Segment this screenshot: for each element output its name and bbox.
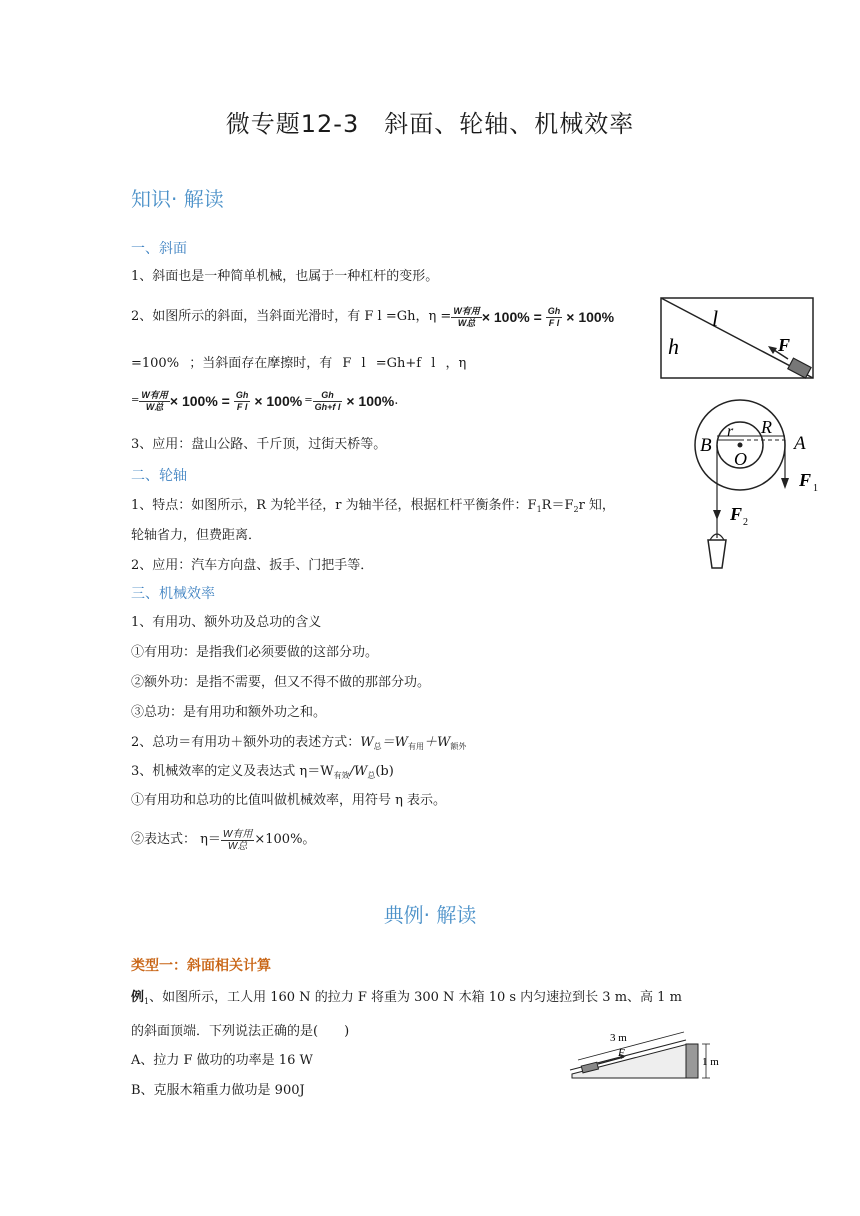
label-O: O (734, 449, 747, 469)
times-100: × 100% (566, 309, 615, 325)
subscript: 1 (536, 505, 542, 514)
force-arrowhead (768, 346, 777, 354)
incline-figure (658, 296, 818, 382)
efficiency-line-1: 1、有用功、额外功及总功的含义 (131, 615, 322, 630)
fraction-gh-over-fl (234, 390, 251, 413)
label-F: F (778, 335, 791, 355)
fraction-denominator: W总 (457, 317, 476, 328)
fraction-efficiency (221, 829, 254, 852)
wheel-line-1-c: r 知， (578, 498, 615, 513)
times-100-eq: × 100% = (169, 393, 230, 409)
times-100: × 100% (254, 393, 303, 409)
text: 2、总功＝有用功＋额外功的表述方式： (131, 735, 361, 750)
wheel-line-1 (131, 496, 615, 520)
wheel-line-1-a: 1、特点：如图所示，R 为轮半径，r 为轴半径，根据杠杆平衡条件：F (131, 498, 537, 513)
fraction-gh-over-ghfl (313, 390, 343, 413)
ramp-body (572, 1044, 688, 1078)
question-label: 例 (131, 990, 145, 1005)
fraction-useful-over-total (139, 390, 170, 413)
times-100-eq: × 100% = (481, 309, 542, 325)
subscript: 有效 (333, 771, 350, 780)
subscript: 总 (367, 771, 376, 780)
subscript: 1 (144, 997, 150, 1006)
text: ×100%。 (254, 832, 316, 847)
symbol: ＝W (381, 735, 409, 750)
arrowhead-F2 (713, 510, 721, 520)
label-R: R (761, 417, 772, 437)
section-heading-examples: 典例· 解读 (383, 903, 477, 927)
fraction-numerator: Gh (547, 305, 561, 316)
text: (b) (375, 764, 394, 779)
label-F1: F (799, 470, 812, 490)
fraction-denominator: W总 (145, 401, 164, 412)
efficiency-line-2: ①有用功：是指我们必须要做的这部分功。 (131, 645, 379, 660)
incline-line-3: =100% ；当斜面存在摩擦时，有 F l =Gh+f l ，η (131, 356, 467, 371)
wheel-line-2: 轮轴省力，但费距离． (131, 528, 262, 543)
subscript: 2 (573, 505, 579, 514)
arrowhead-F1 (781, 478, 789, 489)
subscript: 额外 (450, 742, 467, 751)
center-point (738, 443, 743, 448)
fraction-numerator: W有用 (453, 305, 480, 316)
option-a[interactable]: A、拉力 F 做功的功率是 16 W (131, 1053, 313, 1068)
ramp-figure (566, 1028, 732, 1084)
question-1-line-1 (131, 988, 682, 1012)
fraction-denominator: W总 (227, 840, 248, 852)
option-b[interactable]: B、克服木箱重力做功是 900J (131, 1083, 305, 1098)
symbol: W (360, 735, 374, 750)
incline-line-2 (131, 300, 614, 334)
fraction-numerator: W有用 (141, 389, 168, 400)
incline-line-4: 3、应用：盘山公路、千斤顶，过街天桥等。 (131, 437, 387, 452)
equals-sign: = (131, 395, 140, 406)
heading-wheel-axle: 二、轮轴 (131, 468, 187, 484)
label-F1-sub: 1 (813, 483, 818, 494)
section-heading-knowledge: 知识· 解读 (131, 187, 224, 211)
efficiency-line-6 (131, 762, 394, 786)
wheel-axle-figure (688, 398, 828, 574)
page-title: 微专题12-3 斜面、轮轴、机械效率 (225, 110, 635, 138)
fraction-denominator: Gh+f l (314, 401, 341, 412)
label-A: A (794, 433, 806, 454)
label-r: r (727, 423, 734, 440)
text: 3、机械效率的定义及表达式 η＝W (131, 764, 334, 779)
fraction-denominator: F l (548, 317, 560, 328)
efficiency-line-8 (131, 822, 315, 858)
subscript: 有用 (408, 742, 425, 751)
incline-block (788, 358, 811, 378)
wheel-line-1-b: R＝F (541, 498, 574, 513)
label-ramp-F: F (618, 1047, 625, 1059)
wheel-line-3: 2、应用：汽车方向盘、扳手、门把手等． (131, 558, 374, 573)
fraction-numerator: W有用 (222, 828, 253, 840)
efficiency-line-4: ③总功：是有用功和额外功之和。 (131, 705, 327, 720)
incline-formula-line (131, 384, 398, 418)
heading-efficiency: 三、机械效率 (131, 586, 215, 602)
efficiency-line-3: ②额外功：是指不需要，但又不得不做的那部分功。 (131, 675, 431, 690)
label-h: h (668, 334, 679, 359)
label-length: 3 m (610, 1032, 627, 1044)
equals-sign: = (304, 395, 313, 406)
question-1-line-2: 的斜面顶端．下列说法正确的是( ) (131, 1024, 350, 1039)
label-height: 1 m (702, 1056, 719, 1068)
label-B: B (700, 435, 712, 456)
ramp-support (686, 1044, 698, 1078)
times-100: × 100% (346, 393, 395, 409)
symbol: /W (349, 764, 368, 779)
incline-line-1: 1、斜面也是一种简单机械，也属于一种杠杆的变形。 (131, 269, 439, 284)
fraction-numerator: Gh (313, 390, 343, 402)
fraction-numerator: Gh (235, 389, 249, 400)
fraction-useful-over-total (451, 306, 482, 329)
fraction-gh-over-fl (546, 306, 563, 329)
example-type-1: 类型一：斜面相关计算 (131, 958, 271, 974)
incline-line-2-text: 2、如图所示的斜面，当斜面光滑时，有 F l =Gh，η = (131, 309, 452, 324)
label-F2-sub: 2 (743, 517, 748, 528)
period: . (394, 393, 399, 408)
fraction-denominator: F l (236, 401, 248, 412)
heading-incline: 一、斜面 (131, 241, 187, 257)
question-text: 、如图所示，工人用 160 N 的拉力 F 将重为 300 N 木箱 10 s 内匀速拉到长 3 m、高 1 m (149, 990, 682, 1005)
label-l: l (712, 306, 719, 331)
label-F2: F (730, 504, 743, 524)
symbol: ＋W (424, 735, 451, 750)
text: ②表达式： η＝ (131, 832, 221, 847)
efficiency-line-7: ①有用功和总功的比值叫做机械效率，用符号 η 表示。 (131, 793, 447, 808)
efficiency-line-5 (131, 733, 466, 757)
bucket (708, 540, 726, 568)
subscript: 总 (373, 742, 382, 751)
